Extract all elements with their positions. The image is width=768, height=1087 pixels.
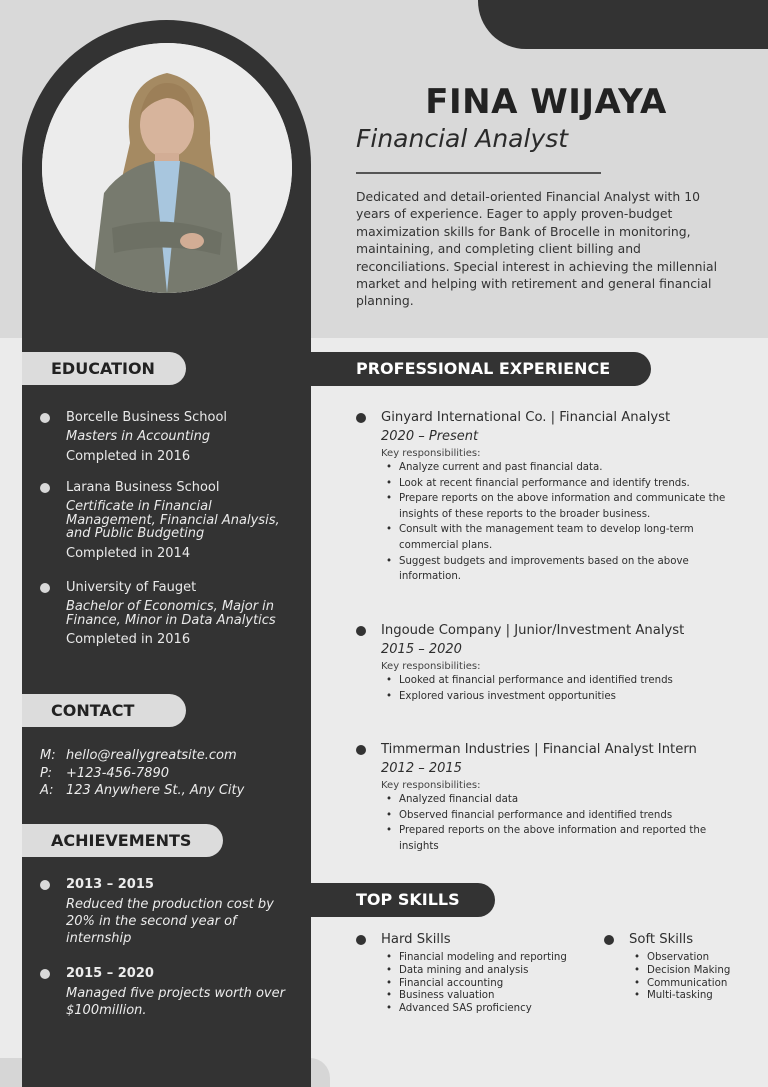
achievement-item bbox=[40, 877, 290, 947]
achievement-item bbox=[40, 966, 290, 1019]
responsibility: • Suggest budgets and improvements based on the above information. bbox=[399, 554, 736, 585]
skill-item: • Communication bbox=[647, 978, 730, 991]
candidate-role: Financial Analyst bbox=[356, 124, 569, 153]
skills-heading: TOP SKILLS bbox=[311, 883, 495, 917]
contact-key: M: bbox=[40, 748, 56, 763]
achievement-years: 2015 – 2020 bbox=[66, 966, 154, 981]
school-name: Larana Business School bbox=[66, 480, 220, 495]
corner-decoration bbox=[478, 0, 768, 49]
contact-list bbox=[40, 747, 244, 800]
profile-summary: Dedicated and detail-oriented Financial Analyst with 10 years of experience. Eager to apply proven-budget maximization skills for Bank of Brocelle in monitoring, maintaining, and completing client billing and reconciliations. Special interest in achieving the millennial market and helping with retirement and general financial planning. bbox=[356, 189, 718, 309]
achievement-desc: Reduced the production cost by 20% in the second year of internship bbox=[66, 897, 274, 946]
job-period: 2020 – Present bbox=[381, 429, 479, 444]
achievement-years: 2013 – 2015 bbox=[66, 877, 154, 892]
responsibility-list bbox=[399, 673, 736, 704]
responsibility: • Looked at financial performance and identified trends bbox=[399, 673, 736, 689]
contact-address bbox=[40, 782, 244, 800]
skill-item: • Data mining and analysis bbox=[399, 965, 567, 978]
school-name: Borcelle Business School bbox=[66, 410, 228, 425]
bullet-icon bbox=[40, 583, 50, 593]
contact-email bbox=[40, 747, 244, 765]
contact-key: P: bbox=[40, 765, 52, 781]
responsibility: • Consult with the management team to develop long-term commercial plans. bbox=[399, 522, 736, 553]
bullet-icon bbox=[40, 413, 50, 423]
job-title: Timmerman Industries | Financial Analyst Intern bbox=[381, 742, 697, 757]
contact-heading: CONTACT bbox=[22, 694, 186, 727]
bullet-icon bbox=[40, 969, 50, 979]
skill-item: • Decision Making bbox=[647, 965, 730, 978]
responsibility: • Prepared reports on the above information and reported the insights bbox=[399, 823, 736, 854]
completion-year: Completed in 2016 bbox=[66, 448, 191, 464]
email-link[interactable]: hello@reallygreatsite.com bbox=[66, 748, 237, 763]
bullet-icon bbox=[40, 880, 50, 890]
bullet-icon bbox=[356, 745, 366, 755]
job-period: 2012 – 2015 bbox=[381, 761, 462, 776]
school-name: University of Fauget bbox=[66, 580, 197, 595]
soft-skills bbox=[604, 931, 730, 1003]
skill-item: • Advanced SAS proficiency bbox=[399, 1003, 567, 1016]
responsibility-list bbox=[399, 792, 736, 854]
bullet-icon bbox=[604, 935, 614, 945]
bullet-icon bbox=[40, 483, 50, 493]
divider bbox=[356, 172, 601, 174]
profile-photo bbox=[42, 43, 292, 293]
phone-value: +123-456-7890 bbox=[66, 765, 169, 781]
education-item bbox=[40, 410, 290, 465]
responsibility: • Analyzed financial data bbox=[399, 792, 736, 808]
bullet-icon bbox=[356, 935, 366, 945]
contact-key: A: bbox=[40, 783, 54, 798]
soft-skills-label: Soft Skills bbox=[629, 932, 694, 947]
responsibility: • Observed financial performance and identified trends bbox=[399, 808, 736, 824]
address-value: 123 Anywhere St., Any City bbox=[66, 783, 245, 798]
bullet-icon bbox=[356, 413, 366, 423]
achievement-desc: Managed five projects worth over $100million. bbox=[66, 986, 285, 1018]
education-item bbox=[40, 580, 290, 648]
achievements-heading: ACHIEVEMENTS bbox=[22, 824, 223, 857]
job-item bbox=[356, 623, 736, 704]
degree: Bachelor of Economics, Major in Finance, Minor in Data Analytics bbox=[66, 599, 276, 628]
skill-item: • Business valuation bbox=[399, 990, 567, 1003]
skill-item: • Financial modeling and reporting bbox=[399, 952, 567, 965]
education-heading: EDUCATION bbox=[22, 352, 186, 385]
person-photo-icon bbox=[42, 43, 292, 293]
degree: Certificate in Financial Management, Financial Analysis, and Public Budgeting bbox=[66, 499, 280, 541]
job-period: 2015 – 2020 bbox=[381, 642, 462, 657]
completion-year: Completed in 2014 bbox=[66, 545, 191, 561]
responsibility: • Look at recent financial performance and identify trends. bbox=[399, 476, 736, 492]
hard-skills bbox=[356, 931, 567, 1016]
job-title: Ingoude Company | Junior/Investment Analyst bbox=[381, 623, 685, 638]
hard-skills-label: Hard Skills bbox=[381, 932, 451, 947]
degree: Masters in Accounting bbox=[66, 429, 211, 444]
responsibility-list bbox=[399, 460, 736, 585]
soft-skills-list bbox=[647, 952, 730, 1003]
responsibilities-label: Key responsibilities: bbox=[381, 661, 481, 672]
hard-skills-list bbox=[399, 952, 567, 1016]
responsibility: • Analyze current and past financial data. bbox=[399, 460, 736, 476]
completion-year: Completed in 2016 bbox=[66, 632, 191, 647]
job-item bbox=[356, 410, 736, 585]
experience-heading: PROFESSIONAL EXPERIENCE bbox=[311, 352, 651, 386]
responsibility: • Explored various investment opportunities bbox=[399, 689, 736, 705]
contact-phone bbox=[40, 765, 244, 783]
responsibility: • Prepare reports on the above information and communicate the insights of these reports to the broader business. bbox=[399, 491, 736, 522]
responsibilities-label: Key responsibilities: bbox=[381, 780, 481, 791]
bullet-icon bbox=[356, 626, 366, 636]
education-item bbox=[40, 480, 290, 562]
skill-item: • Multi-tasking bbox=[647, 990, 730, 1003]
job-title: Ginyard International Co. | Financial Analyst bbox=[381, 410, 671, 425]
responsibilities-label: Key responsibilities: bbox=[381, 448, 481, 459]
job-item bbox=[356, 742, 736, 854]
skill-item: • Observation bbox=[647, 952, 730, 965]
candidate-name: FINA WIJAYA bbox=[425, 82, 667, 122]
skill-item: • Financial accounting bbox=[399, 978, 567, 991]
